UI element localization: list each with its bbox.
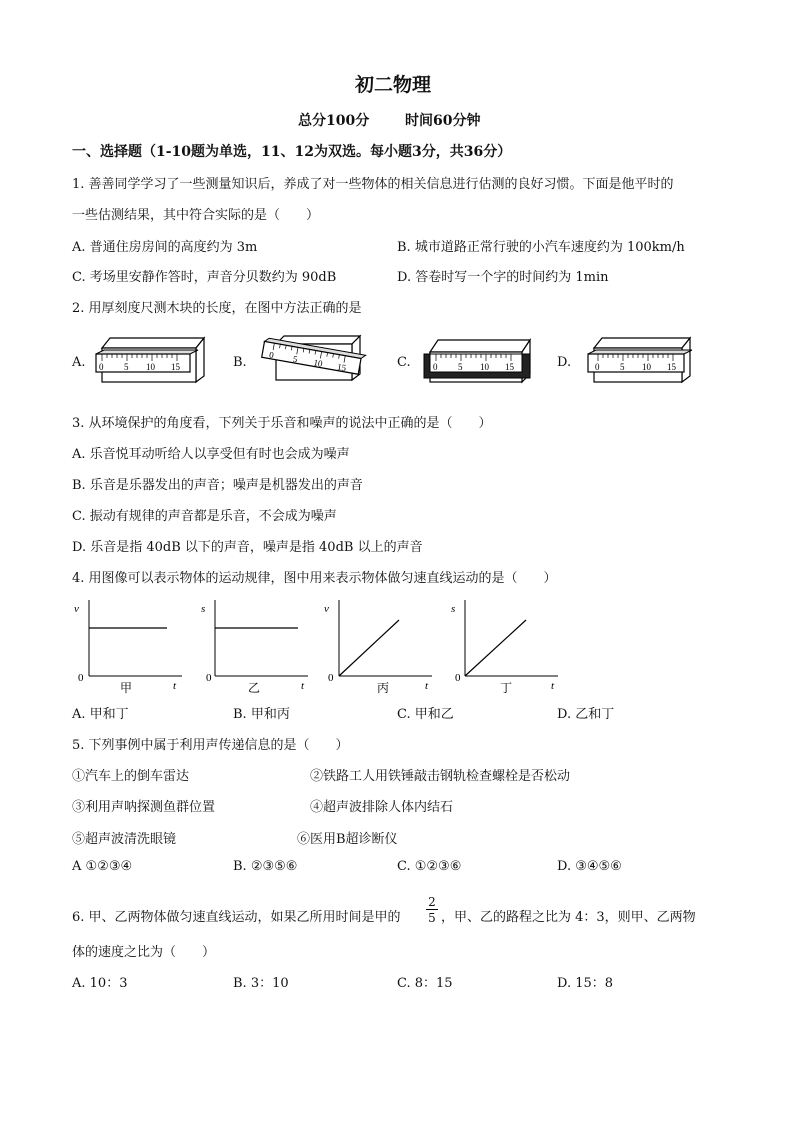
- ruler-tick-label: 5: [292, 353, 299, 365]
- origin-label: 0: [455, 672, 461, 684]
- axis-label-x: t: [551, 680, 555, 692]
- q1-stem-line2: 一些估测结果，其中符合实际的是（ ）: [72, 208, 320, 223]
- q4-option-a: A. 甲和丁: [72, 707, 129, 722]
- ruler-tick-label: 10: [480, 362, 489, 372]
- q5-item-3: ③利用声呐探测鱼群位置: [72, 800, 216, 815]
- q3-option-b: B. 乐音是乐器发出的声音；噪声是机器发出的声音: [72, 478, 363, 493]
- axis-label-y: v: [324, 603, 329, 615]
- ruler-tick-label: 5: [458, 362, 463, 372]
- page-title: 初二物理: [355, 74, 432, 96]
- q4-graph-yi: [198, 598, 313, 696]
- q1-option-d: D. 答卷时写一个字的时间约为 1min: [397, 270, 609, 285]
- q5-item-1: ①汽车上的倒车雷达: [72, 769, 190, 784]
- q5-item-5: ⑤超声波清洗眼镜: [72, 832, 177, 847]
- q4-option-b: B. 甲和丙: [233, 707, 290, 722]
- q2-option-b-label: B.: [233, 355, 247, 370]
- axis-label-x: t: [173, 680, 177, 692]
- ruler-tick-label: 0: [99, 362, 104, 372]
- q2-option-c-label: C.: [397, 355, 411, 370]
- q4-stem: 4. 用图像可以表示物体的运动规律，图中用来表示物体做匀速直线运动的是（ ）: [72, 571, 557, 586]
- q2-option-a-label: A.: [72, 355, 86, 370]
- origin-label: 0: [206, 672, 212, 684]
- q3-option-c: C. 振动有规律的声音都是乐音，不会成为噪声: [72, 509, 337, 524]
- q6-stem-line2: 体的速度之比为（ ）: [72, 945, 216, 960]
- q5-option-c: C. ①②③⑥: [397, 859, 462, 874]
- ruler-tick-label: 5: [124, 362, 129, 372]
- graph-name: 丙: [377, 681, 390, 695]
- exam-time: 时间60分钟: [405, 113, 481, 129]
- axis-label-y: v: [74, 603, 79, 615]
- ruler-tick-label: 10: [642, 362, 651, 372]
- q2-figure-c: [418, 330, 548, 390]
- q4-graph-jia: [72, 598, 187, 696]
- axis-label-y: s: [451, 603, 456, 615]
- ruler-tick-label: 0: [268, 349, 275, 361]
- q5-item-2: ②铁路工人用铁锤敲击钢轨检查螺栓是否松动: [310, 769, 571, 784]
- ruler-tick-label: 15: [336, 361, 347, 373]
- q6-option-c: C. 8：15: [397, 976, 453, 991]
- q4-option-d: D. 乙和丁: [557, 707, 615, 722]
- q4-graph-bing: [322, 598, 437, 696]
- q5-stem: 5. 下列事例中属于利用声传递信息的是（ ）: [72, 738, 349, 753]
- q6-fraction-numerator: 2: [426, 895, 438, 910]
- origin-label: 0: [78, 672, 84, 684]
- q6-option-d: D. 15：8: [557, 976, 614, 991]
- q2-option-d-label: D.: [557, 355, 572, 370]
- q5-item-4: ④超声波排除人体内结石: [310, 800, 454, 815]
- ruler-tick-label: 15: [505, 362, 514, 372]
- q4-graph-ding: [448, 598, 563, 696]
- q6-option-a: A. 10：3: [72, 976, 128, 991]
- q2-stem: 2. 用厚刻度尺测木块的长度，在图中方法正确的是: [72, 301, 362, 316]
- ruler-tick-label: 15: [171, 362, 180, 372]
- graph-name: 乙: [248, 681, 261, 695]
- q6-stem-pre: 6. 甲、乙两物体做匀速直线运动，如果乙所用时间是甲的: [72, 910, 401, 925]
- section-heading: 一、选择题（1-10题为单选，11、12为双选。每小题3分，共36分）: [72, 144, 512, 160]
- q1-option-b: B. 城市道路正常行驶的小汽车速度约为 100km/h: [397, 240, 685, 255]
- graph-name: 甲: [120, 681, 133, 695]
- q5-option-a: A ①②③④: [72, 859, 133, 874]
- q3-option-d: D. 乐音是指 40dB 以下的声音，噪声是指 40dB 以上的声音: [72, 540, 423, 555]
- origin-label: 0: [328, 672, 334, 684]
- q5-option-d: D. ③④⑤⑥: [557, 859, 622, 874]
- ruler-tick-label: 15: [667, 362, 676, 372]
- q2-figure-d: [580, 330, 700, 390]
- q6-option-b: B. 3：10: [233, 976, 289, 991]
- q2-figure-b: [252, 330, 372, 390]
- q6-fraction-denominator: 5: [428, 911, 436, 925]
- axis-label-y: s: [201, 603, 206, 615]
- axis-label-x: t: [301, 680, 305, 692]
- q4-option-c: C. 甲和乙: [397, 707, 454, 722]
- q6-stem-post: ，甲、乙的路程之比为 4：3，则甲、乙两物: [441, 910, 696, 925]
- ruler-tick-label: 5: [620, 362, 625, 372]
- ruler-tick-label: 0: [433, 362, 438, 372]
- graph-line: [465, 620, 526, 676]
- q1-stem-line1: 1. 善善同学学习了一些测量知识后，养成了对一些物体的相关信息进行估测的良好习惯。下面是他平时的: [72, 177, 674, 192]
- q5-item-6: ⑥医用B超诊断仪: [297, 832, 398, 847]
- ruler-tick-label: 10: [146, 362, 155, 372]
- q1-option-a: A. 普通住房房间的高度约为 3m: [72, 240, 258, 255]
- q1-option-c: C. 考场里安静作答时，声音分贝数约为 90dB: [72, 270, 337, 285]
- q3-stem: 3. 从环境保护的角度看，下列关于乐音和噪声的说法中正确的是（ ）: [72, 416, 492, 431]
- graph-name: 丁: [500, 681, 513, 695]
- ruler-tick-label: 10: [312, 357, 324, 369]
- axis-label-x: t: [425, 680, 429, 692]
- q3-option-a: A. 乐音悦耳动听给人以享受但有时也会成为噪声: [72, 447, 350, 462]
- graph-line: [339, 620, 399, 676]
- ruler-tick-label: 0: [595, 362, 600, 372]
- total-score: 总分100分: [298, 113, 370, 129]
- q2-figure-a: [90, 330, 210, 390]
- q5-option-b: B. ②③⑤⑥: [233, 859, 298, 874]
